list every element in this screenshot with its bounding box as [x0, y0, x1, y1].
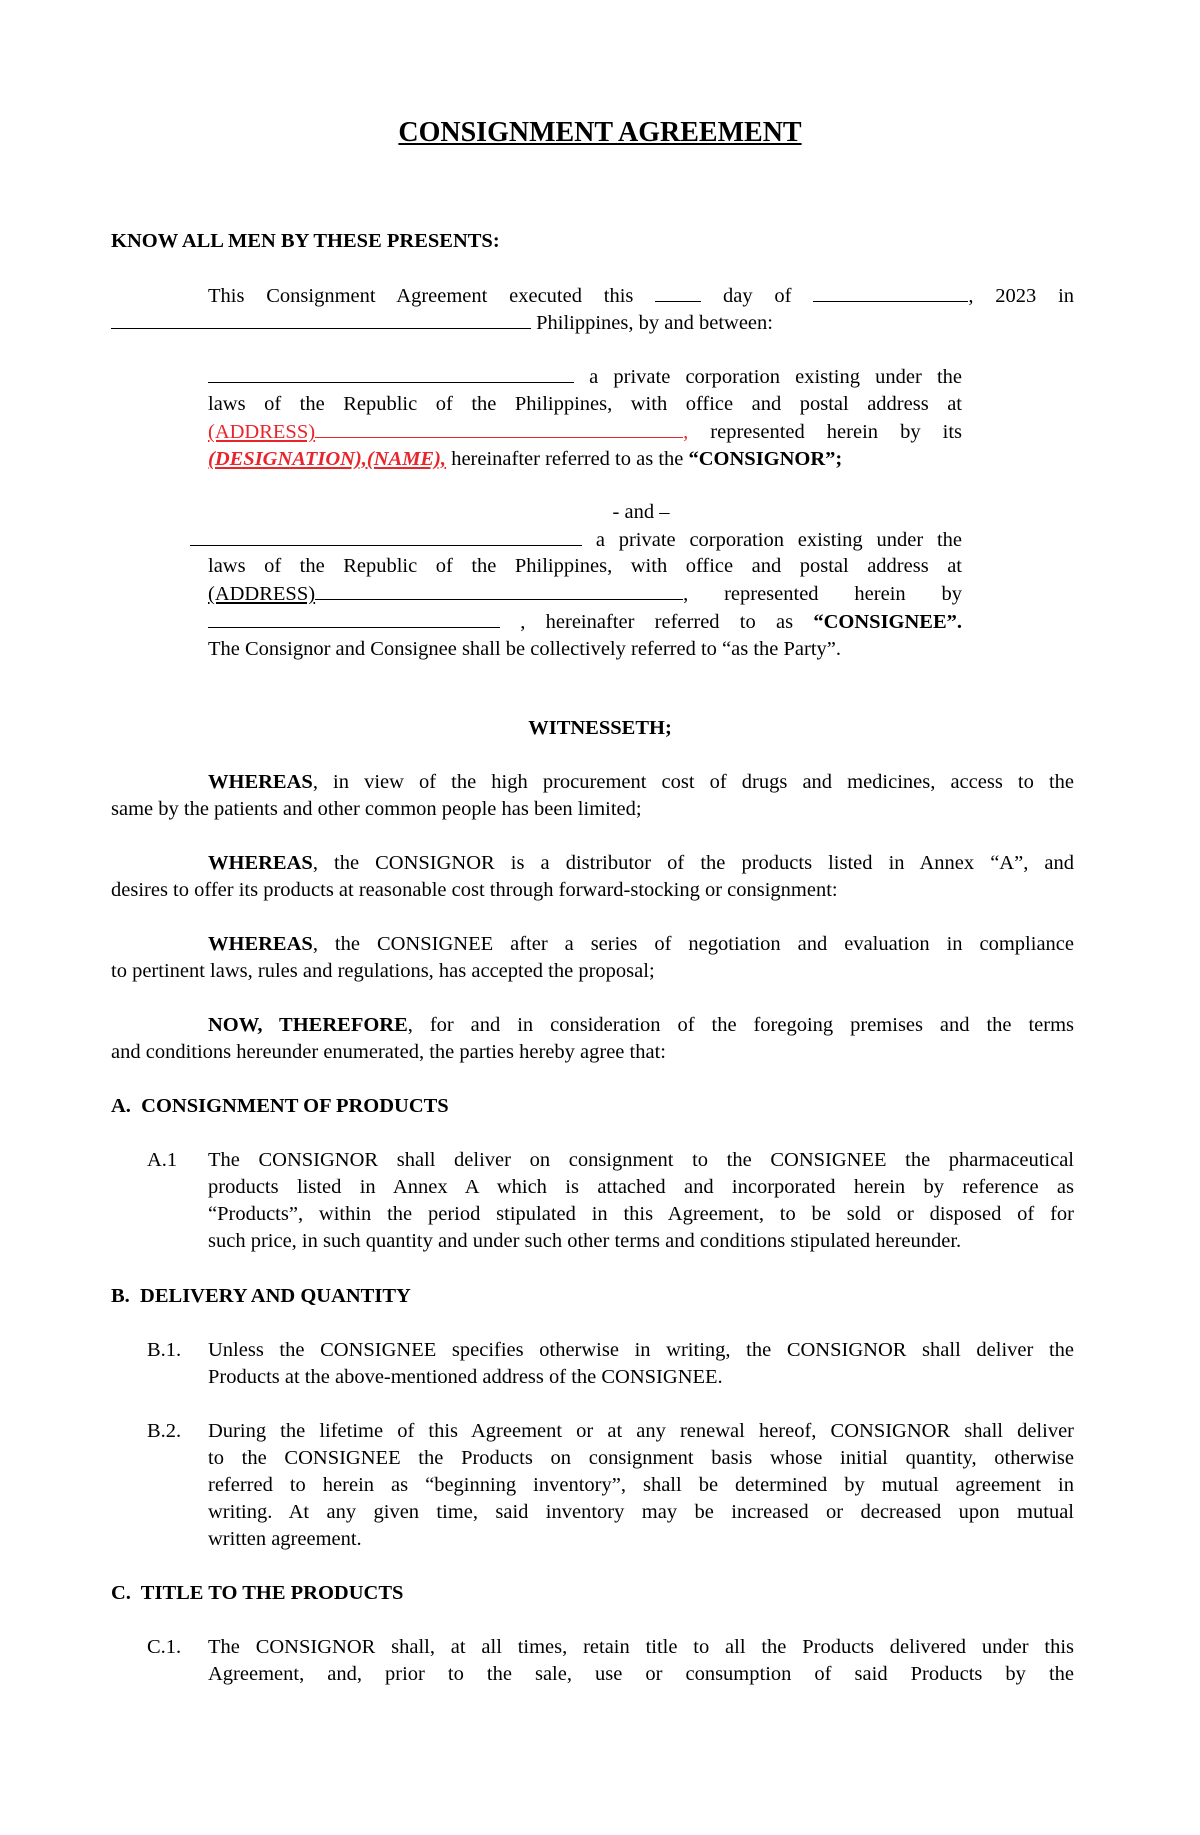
b1-label: B.1. [147, 1339, 182, 1361]
witnesseth-heading: WITNESSETH; [528, 717, 672, 739]
consignor-address-placeholder: (ADDRESS) [208, 421, 316, 443]
consignor-line-1: a private corporation existing under the [208, 363, 962, 391]
consignee-address-blank [315, 580, 683, 600]
consignee-block [208, 553, 962, 663]
consignee-collective: The Consignor and Consignee shall be collectively referred to “as the Party”. [208, 638, 842, 660]
b2-label: B.2. [147, 1420, 182, 1442]
now-therefore-clause: NOW, THEREFORE, for and in consideration of the foregoing premises and the terms and conditions hereunder enumerated, the parties hereby agree that: [111, 1014, 1074, 1063]
intro-text: day of [723, 285, 792, 307]
consignor-line-4: (DESIGNATION),(NAME), hereinafter referred to as the “CONSIGNOR”; [208, 448, 843, 470]
know-all-heading: KNOW ALL MEN BY THESE PRESENTS: [111, 230, 500, 252]
consignee-rep-blank [208, 608, 500, 628]
consignee-line-1: a private corporation existing under the [190, 526, 962, 554]
consignor-block [208, 363, 962, 473]
b1-paragraph: Unless the CONSIGNEE specifies otherwise in writing, the CONSIGNOR shall deliver the Products at the above-mentioned address of the CONSIGNEE. [208, 1339, 1074, 1388]
intro-line-2: Philippines, by and between: [111, 309, 773, 337]
month-blank [813, 282, 968, 302]
and-separator: - and – [612, 501, 670, 523]
intro-line-1: This Consignment Agreement executed this day of , 2023 in [208, 282, 1074, 310]
section-b-heading: B. DELIVERY AND QUANTITY [111, 1285, 411, 1307]
c1-label: C.1. [147, 1636, 182, 1658]
consignor-address-blank [315, 418, 683, 438]
section-c-heading: C. TITLE TO THE PRODUCTS [111, 1582, 404, 1604]
consignor-name-blank [208, 363, 574, 383]
a1-label: A.1 [147, 1149, 178, 1171]
consignor-designation-placeholder: (DESIGNATION),(NAME), [208, 448, 447, 470]
day-blank [655, 282, 701, 302]
whereas-clause-2: WHEREAS, the CONSIGNOR is a distributor of the products listed in Annex “A”, and desires to offer its products at reasonable cost through forward-stocking or consignment: [111, 852, 1074, 901]
a1-paragraph: The CONSIGNOR shall deliver on consignment to the CONSIGNEE the pharmaceutical products listed in Annex A which is attached and incorporated herein by reference as “Products”, within the period stipulated in this Agreement, to be sold or disposed of for such price, in such quantity and under such other terms and conditions stipulated hereunder. [208, 1149, 1074, 1252]
consignee-line-3: (ADDRESS) , represented herein by [208, 580, 962, 608]
whereas-clause-1: WHEREAS, in view of the high procurement cost of drugs and medicines, access to the same by the patients and other common people has been limited; [111, 771, 1074, 820]
consignee-line-2: laws of the Republic of the Philippines, with office and postal address at [208, 555, 962, 577]
b2-paragraph: During the lifetime of this Agreement or at any renewal hereof, CONSIGNOR shall deliver to the CONSIGNEE the Products on consignment basis whose initial quantity, otherwise referred to herein as “beginning inventory”, shall be determined by mutual agreement in writing. At any given time, said inventory may be increased or decreased upon mutual written agreement. [208, 1420, 1074, 1550]
c1-paragraph: The CONSIGNOR shall, at all times, retain title to all the Products delivered under this Agreement, and, prior to the sale, use or consumption of said Products by the [208, 1636, 1074, 1685]
document-title: CONSIGNMENT AGREEMENT [398, 117, 802, 148]
intro-text: in [1058, 285, 1075, 307]
consignee-address-placeholder: (ADDRESS) [208, 583, 316, 605]
consignor-line-3: (ADDRESS) , represented herein by its [208, 418, 962, 446]
consignee-name-blank [190, 526, 582, 546]
consignee-line-4: , hereinafter referred to as “CONSIGNEE”. [208, 608, 962, 636]
consignor-line-2: laws of the Republic of the Philippines, with office and postal address at [208, 393, 962, 415]
whereas-clause-3: WHEREAS, the CONSIGNEE after a series of negotiation and evaluation in compliance to pertinent laws, rules and regulations, has accepted the proposal; [111, 933, 1074, 982]
year-text: 2023 [995, 285, 1037, 307]
consignor-role: “CONSIGNOR”; [688, 448, 843, 470]
consignee-role: “CONSIGNEE”. [813, 611, 963, 633]
section-a-heading: A. CONSIGNMENT OF PRODUCTS [111, 1095, 449, 1117]
place-blank [111, 309, 531, 329]
intro-text: This Consignment Agreement executed this [208, 285, 634, 307]
